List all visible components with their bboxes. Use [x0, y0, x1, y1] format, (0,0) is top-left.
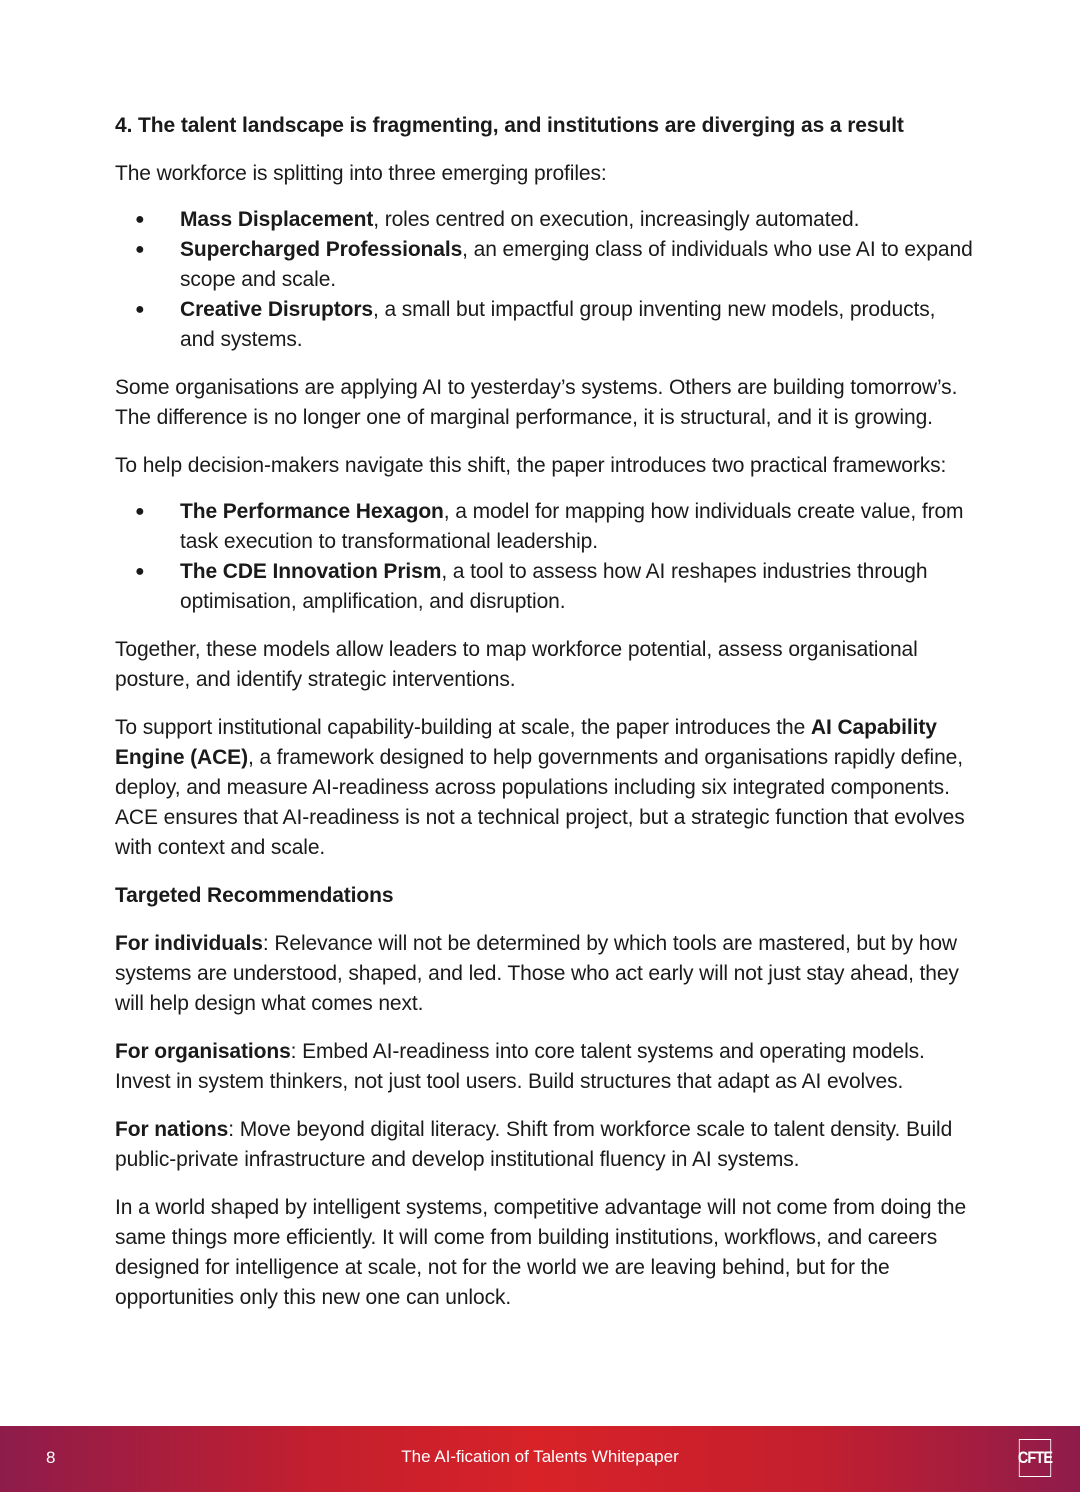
paragraph: Together, these models allow leaders to map workforce potential, assess organisational posture, and identify strategic interventions. — [115, 638, 918, 691]
list-item — [115, 497, 975, 557]
text: To support institutional capability-building at scale, the paper introduces the — [115, 716, 811, 739]
term: Mass Displacement — [180, 208, 374, 231]
page-footer — [0, 1426, 1080, 1492]
list-item — [115, 295, 975, 355]
list-item — [115, 205, 975, 235]
definition: , roles centred on execution, increasingly automated. — [373, 208, 860, 231]
definition: , an emerging class of individuals who use AI to expand scope and scale. — [180, 238, 973, 291]
text: : Embed AI-readiness into core talent systems and operating models. Invest in system thinkers, not just tool users. Build structures that adapt as AI evolves. — [115, 1040, 925, 1093]
definition: , a small but impactful group inventing new models, products, and systems. — [180, 298, 936, 351]
intro-paragraph: The workforce is splitting into three emerging profiles: — [115, 162, 607, 185]
text: , a framework designed to help governments and organisations rapidly define, deploy, and measure AI-readiness across populations including six integrated components. ACE ensures that AI-readiness is not a technical project, but a strategic function that evolves with context and scale. — [115, 746, 965, 859]
text: : Relevance will not be determined by which tools are mastered, but by how systems are understood, shaped, and led. Those who act early will not just stay ahead, they will help design what comes next. — [115, 932, 959, 1015]
page-content — [115, 111, 975, 1331]
page-number: 8 — [46, 1448, 56, 1467]
recommendation — [115, 1115, 975, 1175]
recommendation — [115, 1037, 975, 1097]
term: For nations — [115, 1118, 229, 1141]
term: The CDE Innovation Prism — [180, 560, 442, 583]
section-heading: 4. The talent landscape is fragmenting, and institutions are diverging as a result — [115, 114, 904, 137]
cfte-logo: CFTE — [1019, 1439, 1051, 1477]
paragraph: Some organisations are applying AI to yesterday’s systems. Others are building tomorrow’s. The difference is no longer one of marginal performance, it is structural, and it is growing. — [115, 376, 958, 429]
paragraph — [115, 713, 975, 863]
subheading: Targeted Recommendations — [115, 884, 394, 907]
profiles-list — [115, 205, 975, 355]
definition: , a model for mapping how individuals create value, from task execution to transformational leadership. — [180, 500, 964, 553]
list-item — [115, 557, 975, 617]
recommendation — [115, 929, 975, 1019]
term: For individuals — [115, 932, 263, 955]
paragraph: In a world shaped by intelligent systems, competitive advantage will not come from doing the same things more efficiently. It will come from building institutions, workflows, and careers designed for intelligence at scale, not for the world we are leaving behind, but for the opportunities only this new one can unlock. — [115, 1196, 967, 1309]
list-item — [115, 235, 975, 295]
term: The Performance Hexagon — [180, 500, 444, 523]
frameworks-list — [115, 497, 975, 617]
term: Creative Disruptors — [180, 298, 373, 321]
term: AI Capability Engine (ACE) — [115, 716, 937, 769]
term: Supercharged Professionals — [180, 238, 463, 261]
term: For organisations — [115, 1040, 291, 1063]
definition: , a tool to assess how AI reshapes industries through optimisation, amplification, and disruption. — [180, 560, 928, 613]
document-title: The AI-fication of Talents Whitepaper — [401, 1447, 679, 1466]
text: : Move beyond digital literacy. Shift from workforce scale to talent density. Build public-private infrastructure and develop institutional fluency in AI systems. — [115, 1118, 953, 1171]
paragraph: To help decision-makers navigate this shift, the paper introduces two practical frameworks: — [115, 454, 947, 477]
